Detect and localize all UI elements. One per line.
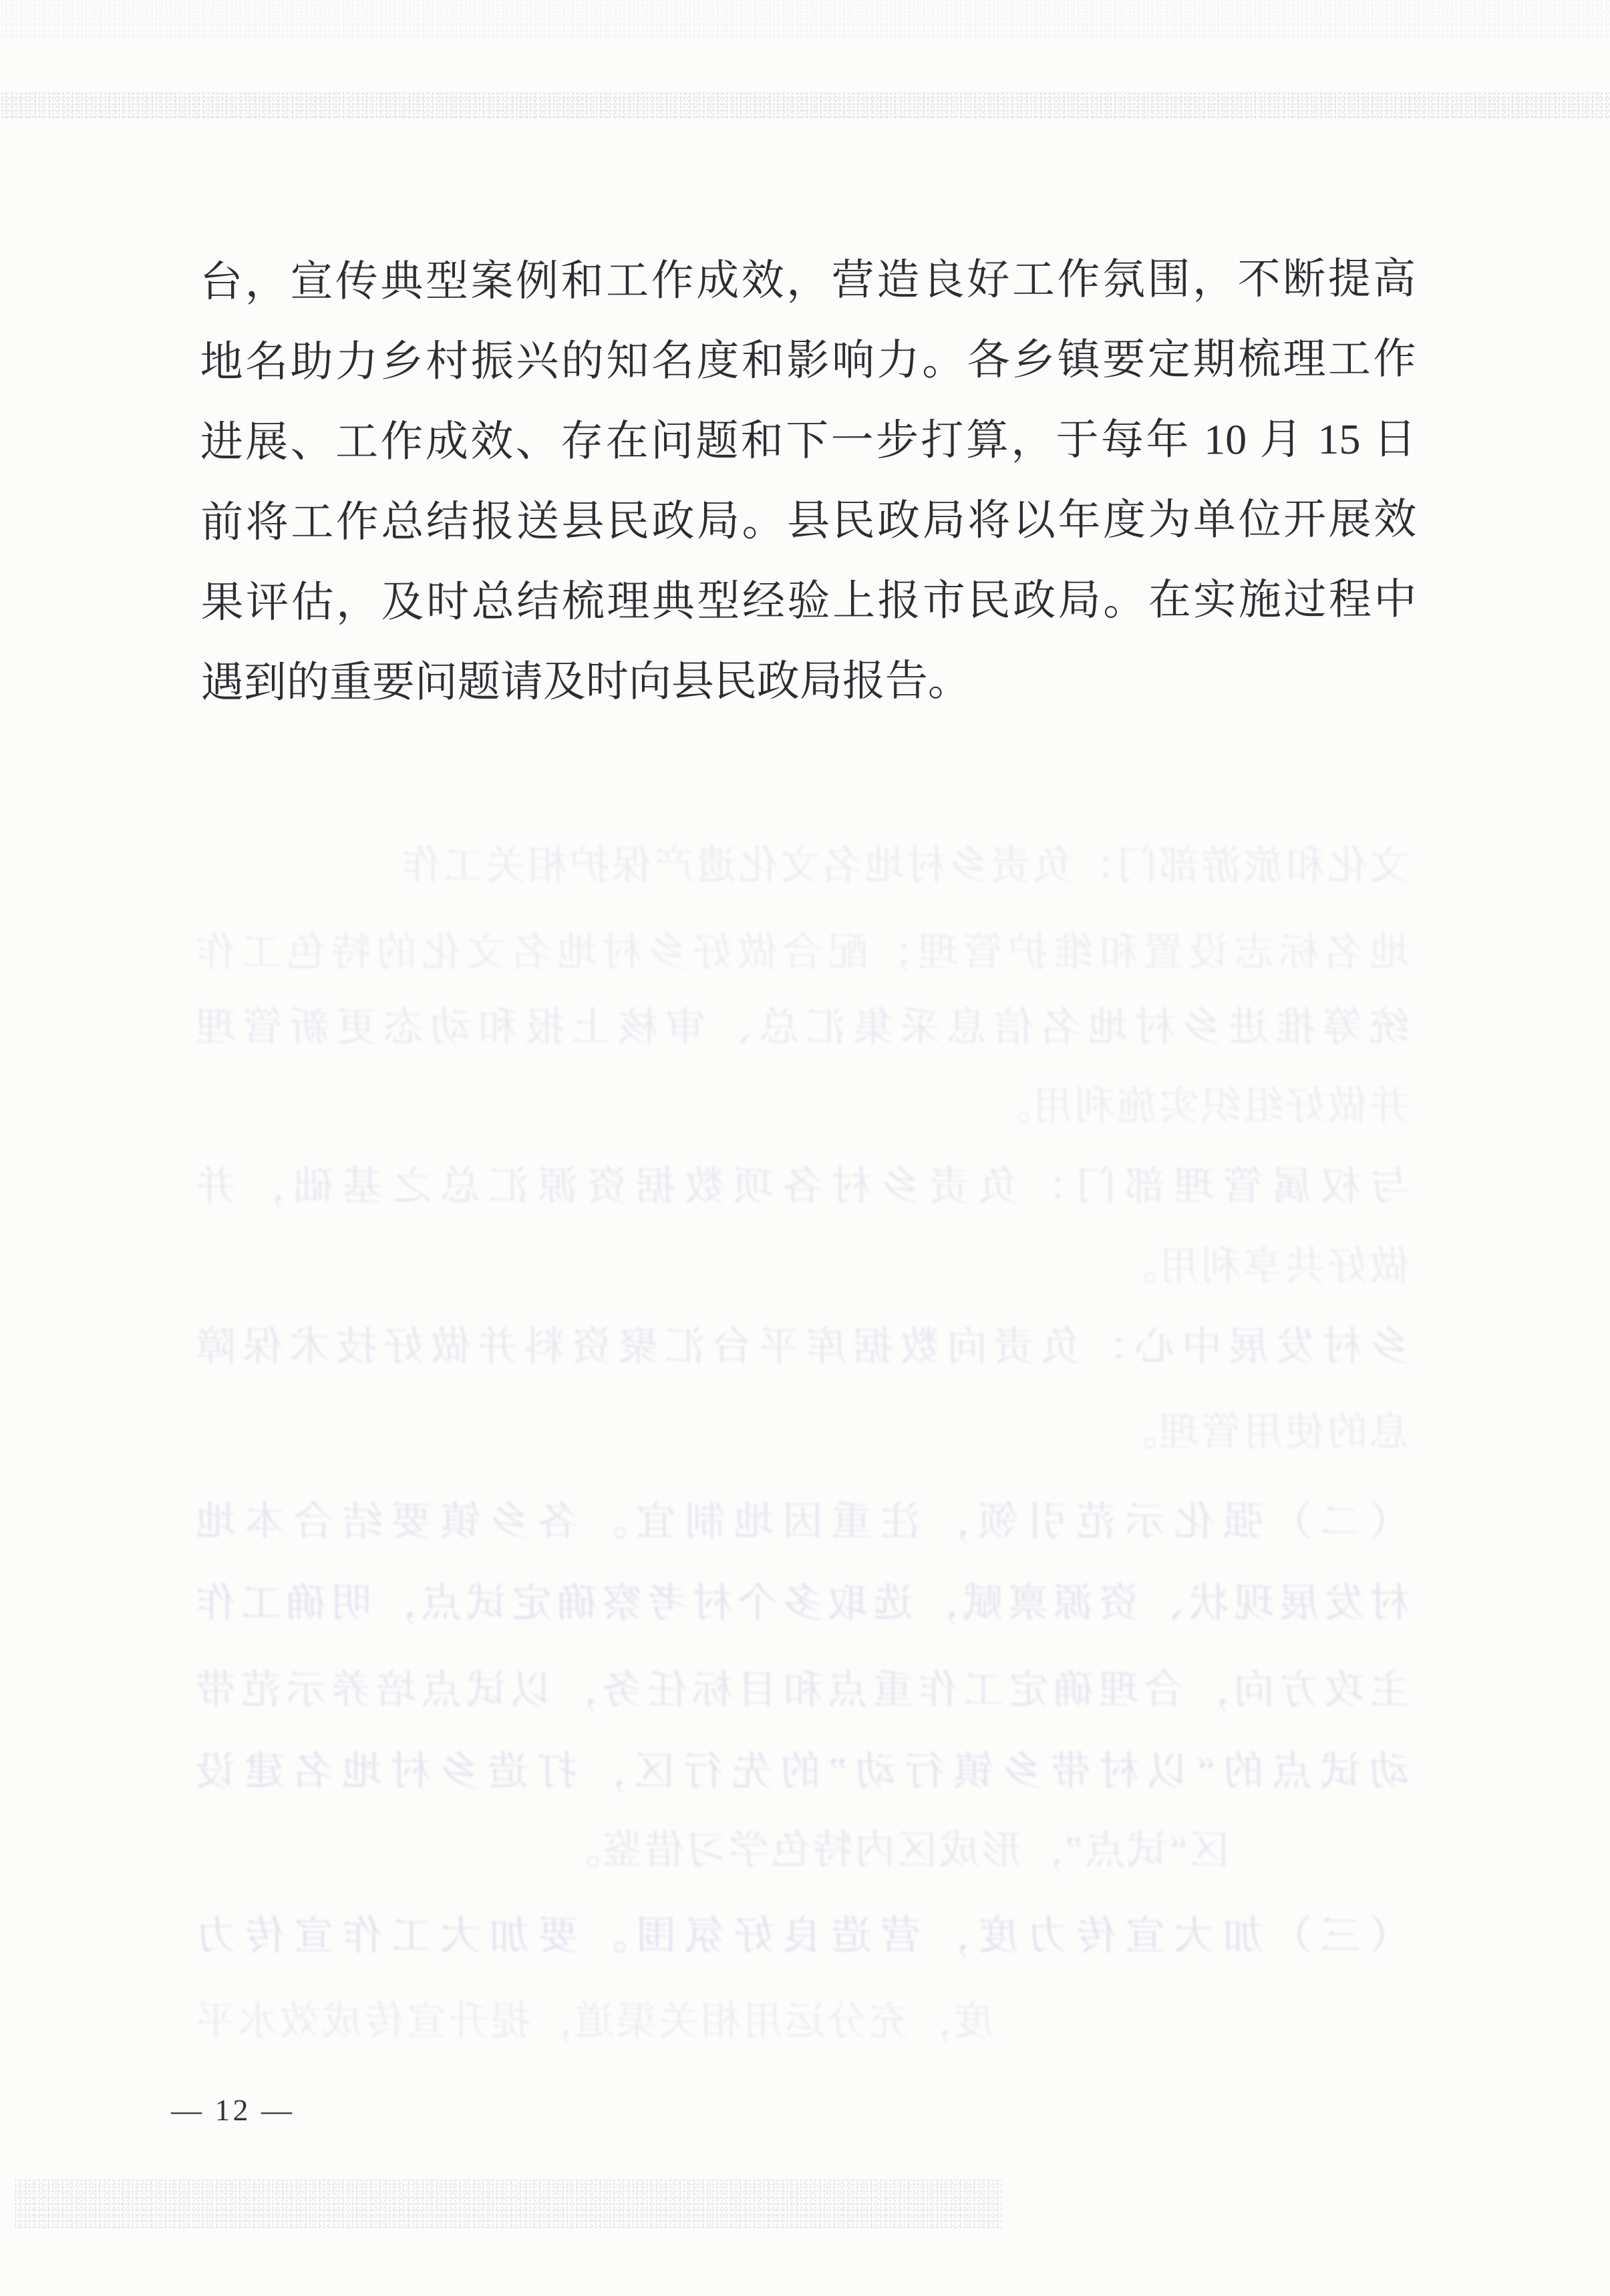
- bleedthrough-line: 乡村发展中心：负责向数据库平台汇聚资料并做好技术保障: [194, 1325, 1410, 1369]
- bleedthrough-line: （二）强化示范引领，注重因地制宜。各乡镇要结合本地: [194, 1500, 1410, 1544]
- bleedthrough-line: 村发展现状、资源禀赋，选取多个村考察确定试点，明确工作: [194, 1581, 1410, 1625]
- bleedthrough-line: 文化和旅游部门：负责乡村地名文化遗产保护相关工作: [399, 844, 1410, 888]
- bleedthrough-line: 与权属管理部门：负责乡村各项数据资源汇总之基础，并: [194, 1164, 1410, 1208]
- body-line-3: 进展、工作成效、存在问题和下一步打算，于每年 10 月 15 日: [200, 415, 1416, 466]
- scan-noise-top-band: [0, 92, 1610, 119]
- body-line-1: 台，宣传典型案例和工作成效，营造良好工作氛围，不断提高: [200, 255, 1416, 306]
- scan-noise-top-faint: [0, 0, 1610, 40]
- body-line-2: 地名助力乡村振兴的知名度和影响力。各乡镇要定期梳理工作: [200, 335, 1416, 386]
- bleedthrough-line: 主攻方向，合理确定工作重点和目标任务，以试点培养示范带: [194, 1668, 1410, 1712]
- bleedthrough-line: 统筹推进乡村地名信息采集汇总、审核上报和动态更新管理: [194, 1005, 1410, 1049]
- scan-noise-bottom-band: [13, 2179, 1002, 2229]
- bleedthrough-line: 息的使用管理。: [1115, 1410, 1410, 1454]
- bleedthrough-line: 动试点的“以村带乡镇行动”的先行区，打造乡村地名建设: [194, 1750, 1410, 1794]
- bleedthrough-line: （三）加大宣传力度，营造良好氛围。要加大工作宣传力: [194, 1914, 1410, 1958]
- bleedthrough-line: 地名标志设置和维护管理；配合做好乡村地名文化的特色工作: [194, 931, 1410, 975]
- body-paragraph: [200, 239, 1417, 723]
- bleedthrough-line: 度，充分运用相关渠道，提升宣传成效水平: [194, 1999, 993, 2043]
- body-line-4: 前将工作总结报送县民政局。县民政局将以年度为单位开展效: [200, 495, 1417, 546]
- body-line-5: 果评估，及时总结梳理典型经验上报市民政局。在实施过程中: [200, 575, 1417, 627]
- page-number: — 12 —: [171, 2093, 295, 2127]
- bleedthrough-line: 做好共享利用。: [1115, 1245, 1410, 1289]
- body-line-6: 遇到的重要问题请及时向县民政局报告。: [200, 657, 971, 707]
- bleedthrough-line: 区“试点”，形成区内特色学习借鉴。: [558, 1828, 1229, 1872]
- bleedthrough-line: 并做好组织实施利用。: [989, 1084, 1410, 1128]
